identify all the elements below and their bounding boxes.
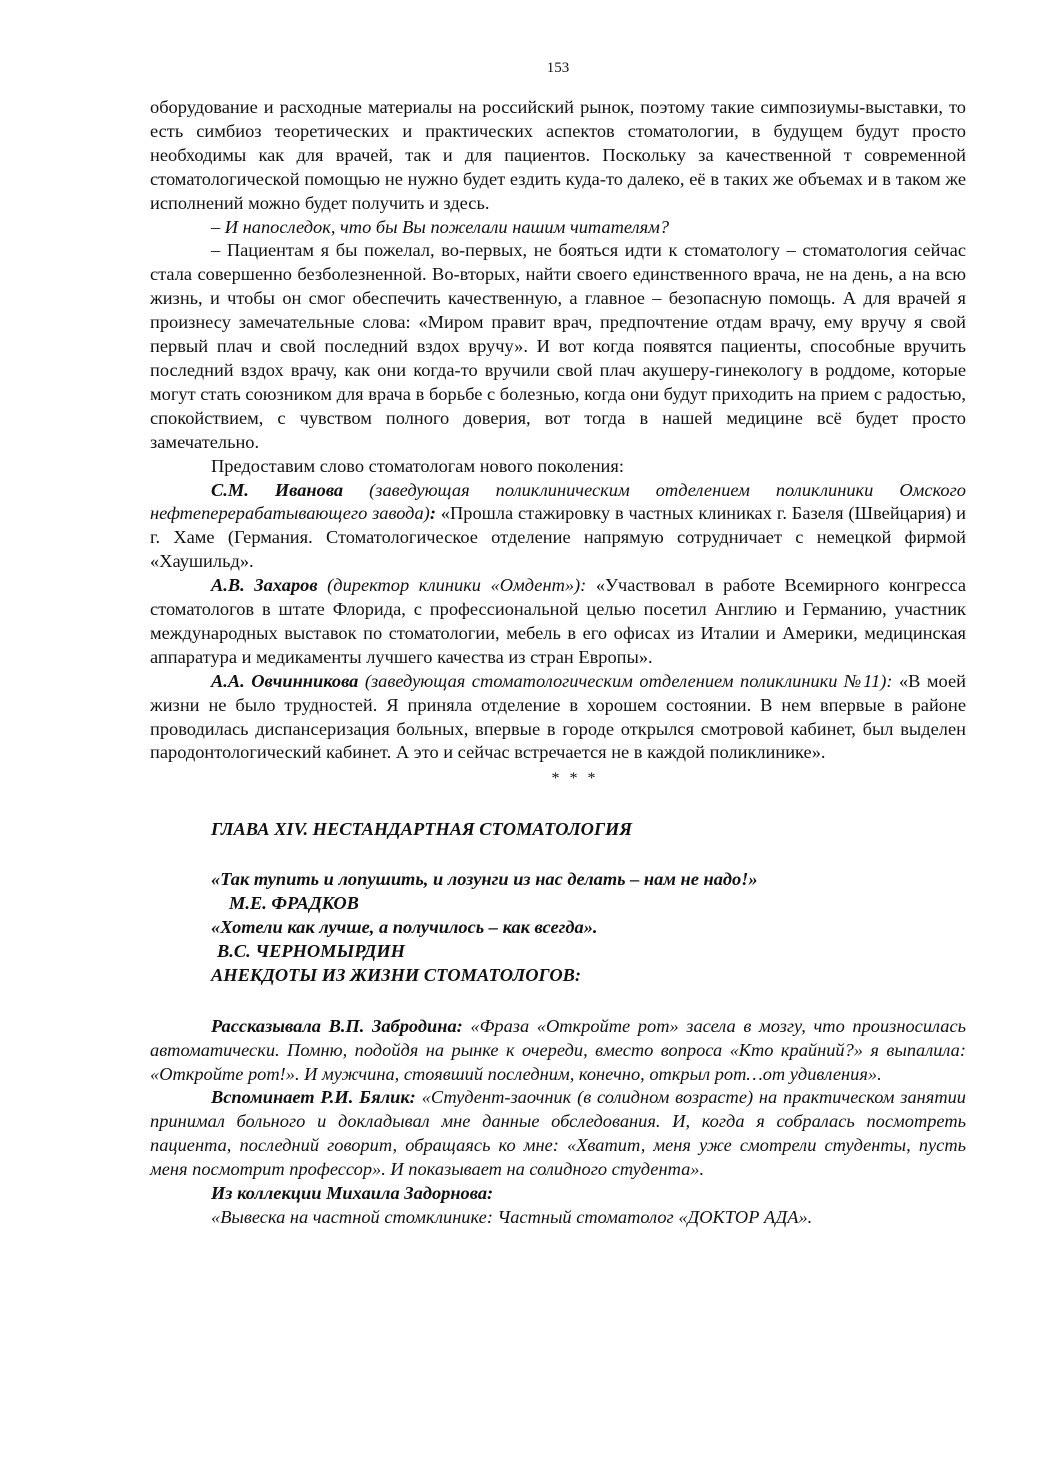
anecdote-lead: Вспоминает Р.И. Бялик: bbox=[211, 1087, 416, 1108]
document-page bbox=[150, 58, 966, 1230]
epigraph-quote: «Хотели как лучше, а получилось – как всегда». bbox=[211, 917, 598, 937]
testimonial-ovchinnikova bbox=[150, 670, 966, 766]
testimonial-zakharov bbox=[150, 574, 966, 670]
testimonial-role: (заведующая поликлиническим отделением поликлиники Омского нефтеперерабатывающего завода) bbox=[150, 479, 966, 524]
testimonial-colon: : bbox=[429, 503, 436, 524]
testimonial-name: А.А. Овчинникова bbox=[211, 670, 359, 691]
testimonial-name: С.М. Иванова bbox=[211, 479, 344, 500]
epigraph-author: М.Е. ФРАДКОВ bbox=[229, 893, 359, 914]
testimonial-role: (директор клиники «Омдент»): bbox=[317, 575, 587, 596]
testimonial-quote: «В моей жизни не было трудностей. Я приняла отделение в хорошем состоянии. В нем впервые в районе проводилась диспансеризация больных, впервые в городе открылся смотровой кабинет, был выделен пародонтологический кабинет. А это и сейчас встречается не в каждой поликлинике». bbox=[150, 670, 966, 763]
testimonial-quote: «Участвовал в работе Всемирного конгресса стоматологов в штате Флорида, с профессиональной целью посетил Англию и Германию, участник международных выставок по стоматологии, мебель в его офисах из Италии и Америки, медицинская аппаратура и медикаменты лучшего качества из стран Европы». bbox=[150, 575, 967, 667]
anecdote-text: «Фраза «Откройте рот» засела в мозгу, что произносилась автоматически. Помню, подойдя на рынке к очереди, вместо вопроса «Кто крайний?» я выпалила: «Откройте рот!». И мужчина, стоявший последним, конечно, открыл рот…от удивления». bbox=[150, 1015, 967, 1084]
testimonial-quote: «Прошла стажировку в частных клиниках г. Базеля (Швейцария) и г. Хаме (Германия. Стоматологическое отделение напрямую сотрудничает с немецкой фирмой «Хаушильд». bbox=[150, 503, 966, 572]
testimonial-name: А.В. Захаров bbox=[211, 575, 318, 596]
chapter-title: ГЛАВА XIV. НЕСТАНДАРТНАЯ СТОМАТОЛОГИЯ bbox=[211, 819, 633, 840]
epigraph-author: В.С. ЧЕРНОМЫРДИН bbox=[217, 940, 405, 961]
sign-anecdote: «Вывеска на частной стомклинике: Частный стоматолог «ДОКТОР АДА». bbox=[211, 1206, 813, 1227]
anecdote-byalik bbox=[150, 1086, 966, 1182]
anecdote-text: «Студент-заочник (в солидном возрасте) на практическом занятии принимал больного и докладывал мне данные обследования. И, когда я собралась посмотреть пациента, последний говорит, обращаясь ко мне: «Хватит, меня уже смотрели студенты, пусть меня посмотрит профессор». И показывает на солидного студента». bbox=[150, 1087, 966, 1180]
interview-question: – И напоследок, что бы Вы пожелали нашим читателям? bbox=[211, 216, 670, 237]
testimonial-role: (заведующая стоматологическим отделением поликлиники №11): bbox=[358, 670, 893, 691]
paragraph-equipment: оборудование и расходные материалы на российский рынок, поэтому такие симпозиумы-выставки, то есть симбиоз теоретических и практических аспектов стоматологии, в будущем будут просто необходимы как для врачей, так и для пациентов. Поскольку за качественной т современной стоматологической помощью не нужно будет ездить куда-то далеко, её в таких же объемах и в таком же исполнений можно будет получить и здесь. bbox=[150, 97, 966, 213]
anecdote-zabrodina bbox=[150, 1015, 966, 1087]
section-separator: * * * bbox=[551, 770, 599, 788]
intro-new-generation: Предоставим слово стоматологам нового поколения: bbox=[211, 455, 624, 476]
epigraphs bbox=[150, 868, 966, 988]
epigraph-quote: «Так тупить и лопушить, и лозунги из нас делать – нам не надо!» bbox=[211, 869, 758, 890]
collection-heading: Из коллекции Михаила Задорнова: bbox=[211, 1183, 494, 1204]
interview-answer: – Пациентам я бы пожелал, во-первых, не бояться идти к стоматологу – стоматология сейчас стала совершенно безболезненной. Во-вторых, найти своего единственного врача, не на день, а на всю жизнь, и чтобы он смог обеспечить качественную, а главное – безопасную помощь. А для врачей я произнесу замечательные слова: «Миром правит врач, предпочтение отдам врачу, ему вручу я свой первый плач и свой последний вздох вручу». И вот когда появятся пациенты, способные вручить последний вздох врачу, как они когда-то вручили свой плач акушеру-гинекологу в роддоме, которые могут стать союзником для врача в борьбе с болезнью, когда они будут приходить на прием с радостью, спокойствием, с чувством полного доверия, вот тогда в нашей медицине всё будет просто замечательно. bbox=[150, 240, 966, 452]
page-number: 153 bbox=[546, 60, 570, 76]
testimonial-ivanova bbox=[150, 479, 966, 575]
anecdotes-heading: АНЕКДОТЫ ИЗ ЖИЗНИ СТОМАТОЛОГОВ: bbox=[211, 964, 582, 985]
anecdote-lead: Рассказывала В.П. Забродина: bbox=[211, 1015, 463, 1036]
